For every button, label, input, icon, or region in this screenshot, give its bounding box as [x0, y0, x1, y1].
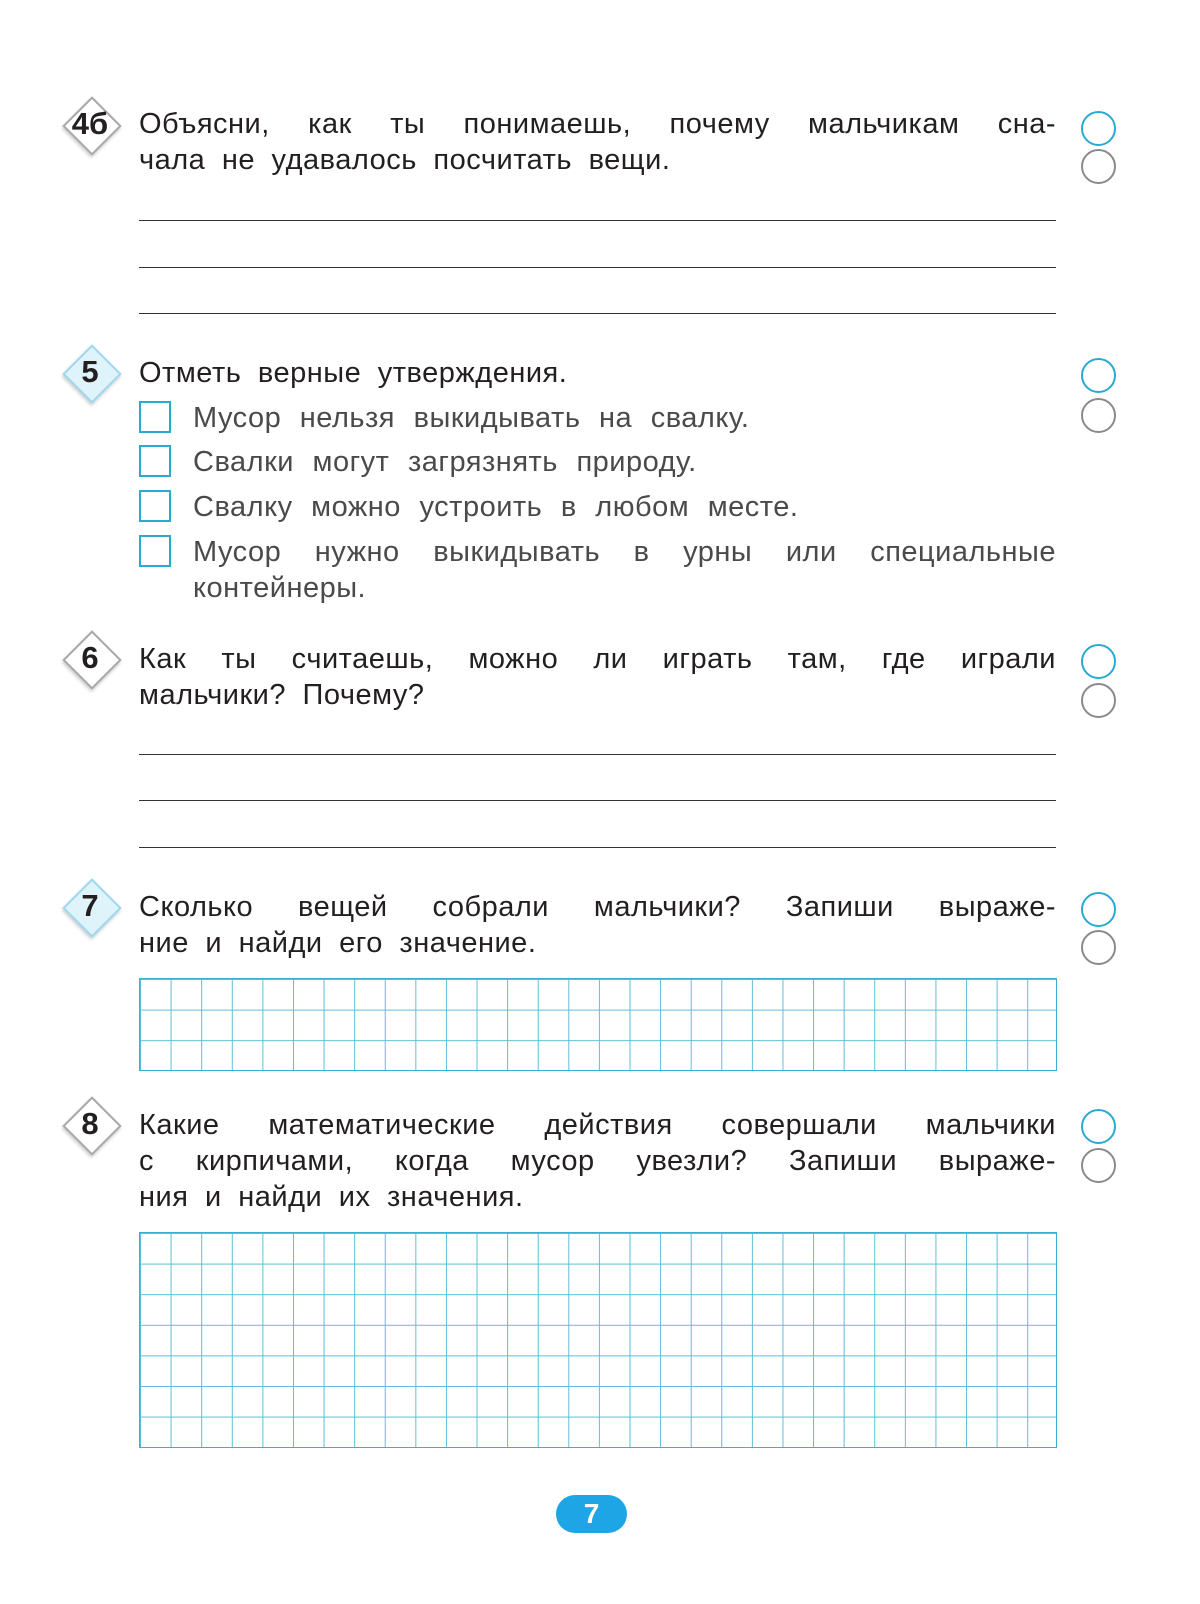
score-circle[interactable]: [1081, 683, 1116, 718]
task-number-badge: 4б: [61, 95, 119, 153]
task-number-badge: 5: [61, 343, 119, 401]
option-text: Мусор нельзя выкидывать на свалку.: [193, 402, 750, 434]
option-text: контейнеры.: [193, 572, 367, 604]
task-text: мальчики? Почему?: [139, 679, 425, 711]
answer-line[interactable]: [139, 267, 1056, 268]
score-circle[interactable]: [1081, 1109, 1116, 1144]
task-number-badge: 6: [61, 629, 119, 687]
task-text: Сколько вещей собрали мальчики? Запиши выраже-: [139, 891, 1056, 923]
answer-line[interactable]: [139, 800, 1056, 801]
score-circle[interactable]: [1081, 398, 1116, 433]
score-circle[interactable]: [1081, 892, 1116, 927]
option-text: Свалку можно устроить в любом месте.: [193, 491, 799, 523]
page-number: 7: [556, 1495, 627, 1533]
option-text: Мусор нужно выкидывать в урны или специальные: [193, 536, 1056, 568]
answer-grid[interactable]: [139, 978, 1057, 1071]
task-text: чала не удавалось посчитать вещи.: [139, 144, 671, 176]
task-number-badge: 8: [61, 1095, 119, 1153]
task-text: ние и найди его значение.: [139, 927, 537, 959]
task-text: Отметь верные утверждения.: [139, 357, 568, 389]
answer-grid[interactable]: [139, 1232, 1057, 1448]
task-number-badge: 7: [61, 877, 119, 935]
answer-line[interactable]: [139, 754, 1056, 755]
answer-line[interactable]: [139, 220, 1056, 221]
task-text: Какие математические действия совершали мальчики: [139, 1109, 1056, 1141]
score-circle[interactable]: [1081, 644, 1116, 679]
checkbox[interactable]: [139, 401, 171, 433]
option-text: Свалки могут загрязнять природу.: [193, 446, 697, 478]
score-circle[interactable]: [1081, 930, 1116, 965]
task-text: Объясни, как ты понимаешь, почему мальчикам сна-: [139, 108, 1056, 140]
score-circle[interactable]: [1081, 358, 1116, 393]
checkbox[interactable]: [139, 445, 171, 477]
task-text: ния и найди их значения.: [139, 1181, 524, 1213]
task-text: Как ты считаешь, можно ли играть там, где играли: [139, 643, 1056, 675]
score-circle[interactable]: [1081, 149, 1116, 184]
score-circle[interactable]: [1081, 111, 1116, 146]
answer-line[interactable]: [139, 313, 1056, 314]
task-text: с кирпичами, когда мусор увезли? Запиши выраже-: [139, 1145, 1056, 1177]
score-circle[interactable]: [1081, 1148, 1116, 1183]
checkbox[interactable]: [139, 490, 171, 522]
checkbox[interactable]: [139, 535, 171, 567]
answer-line[interactable]: [139, 847, 1056, 848]
